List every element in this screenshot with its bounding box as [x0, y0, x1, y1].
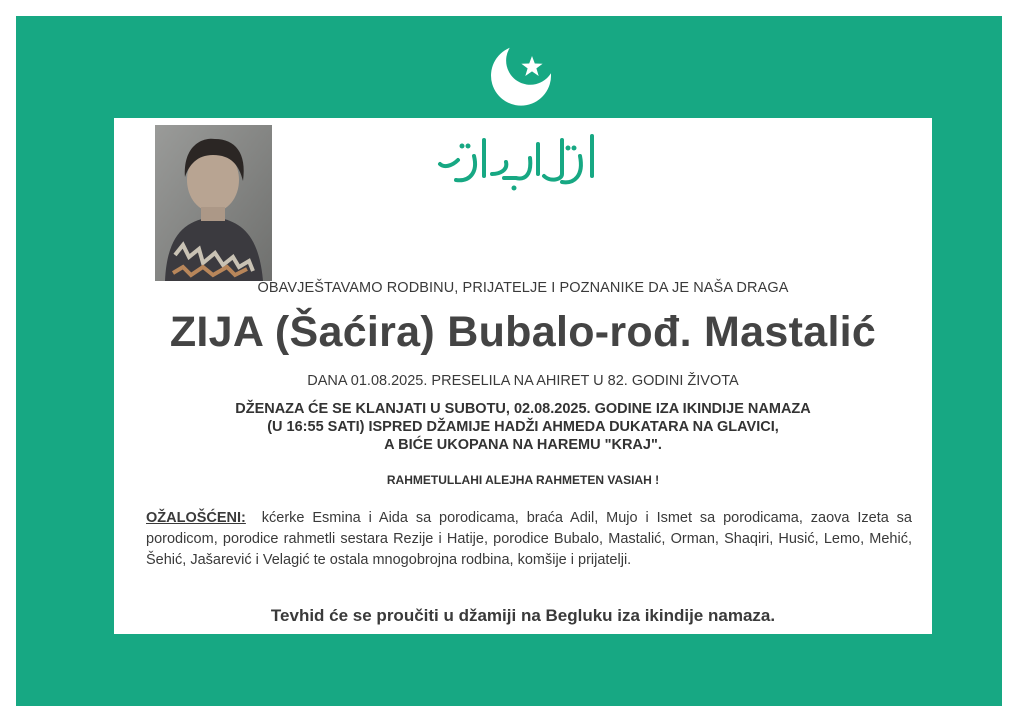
date-of-death-text: DANA 01.08.2025. PRESELILA NA AHIRET U 82. GODINI ŽIVOTA: [307, 373, 739, 389]
crescent-star-icon: [484, 40, 556, 112]
notice-paper: [114, 118, 932, 634]
funeral-line: DŽENAZA ĆE SE KLANJATI U SUBOTU, 02.08.2025. GODINE IZA IKINDIJE NAMAZA: [235, 401, 811, 417]
intro-text: OBAVJEŠTAVAMO RODBINU, PRIJATELJE I POZNANIKE DA JE NAŠA DRAGA: [257, 280, 789, 296]
mourners-list: kćerke Esmina i Aida sa porodicama, braća Adil, Mujo i Ismet sa porodicama, zaova Izeta sa porodicom, porodice rahmetli sestara Rezije i Hatije, porodice Bubalo, Mastalić, Orman, Shaqiri, Husić, Lemo, Mehić, Šehić, Jašarević i Velagić te ostala mnogobrojna rodbina, komšije i prijatelji.: [146, 510, 912, 568]
deceased-name: ZIJA (Šaćira) Bubalo-rođ. Mastalić: [169, 308, 877, 356]
arabic-calligraphy: [434, 126, 604, 204]
green-frame: [16, 16, 1002, 706]
portrait-photo: [155, 125, 272, 281]
prayer-text: RAHMETULLAHI ALEJHA RAHMETEN VASIAH !: [386, 473, 660, 487]
calligraphy-text: ارتحال دار بقا: [434, 126, 440, 127]
mourners-paragraph: [146, 508, 912, 571]
tevhid-text: Tevhid će se proučiti u džamiji na Begluku iza ikindije namaza.: [270, 606, 776, 625]
funeral-line: A BIĆE UKOPANA NA HAREMU "KRAJ".: [384, 437, 662, 453]
funeral-line: (U 16:55 SATI) ISPRED DŽAMIJE HADŽI AHMEDA DUKATARA NA GLAVICI,: [267, 419, 779, 435]
funeral-details: [114, 400, 932, 454]
mourners-label: OŽALOŠĆENI:: [146, 510, 246, 526]
